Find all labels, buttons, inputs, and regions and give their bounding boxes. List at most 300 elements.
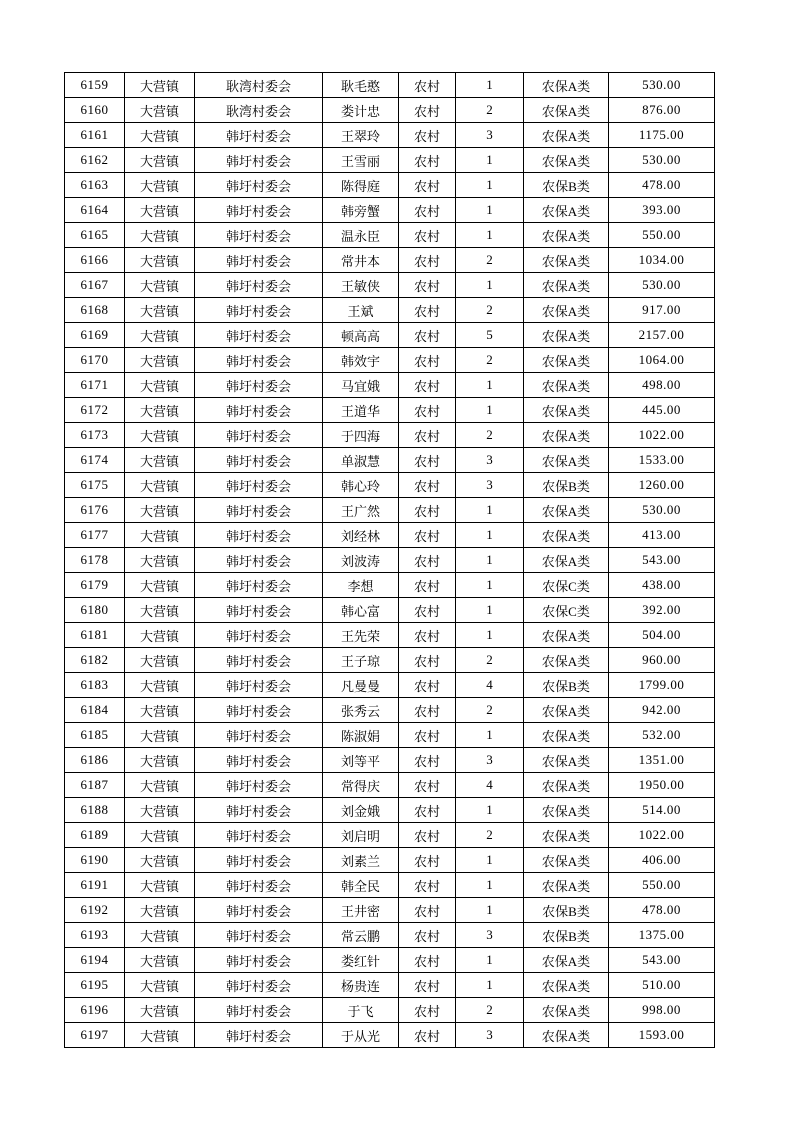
- table-row: [65, 923, 715, 948]
- cell-village: 韩圩村委会: [195, 323, 323, 348]
- cell-count: 1: [456, 498, 524, 523]
- cell-id: 6161: [65, 123, 125, 148]
- cell-village: 韩圩村委会: [195, 173, 323, 198]
- cell-amount: 1064.00: [609, 348, 715, 373]
- cell-village: 韩圩村委会: [195, 223, 323, 248]
- table-row: [65, 448, 715, 473]
- cell-id: 6192: [65, 898, 125, 923]
- cell-name: 王井密: [323, 898, 399, 923]
- cell-name: 陈得庭: [323, 173, 399, 198]
- table-row: [65, 973, 715, 998]
- cell-id: 6195: [65, 973, 125, 998]
- cell-village: 韩圩村委会: [195, 673, 323, 698]
- cell-town: 大营镇: [125, 1023, 195, 1048]
- cell-amount: 1022.00: [609, 423, 715, 448]
- cell-village: 韩圩村委会: [195, 198, 323, 223]
- cell-village: 韩圩村委会: [195, 148, 323, 173]
- cell-category: 农保B类: [524, 673, 609, 698]
- cell-amount: 1950.00: [609, 773, 715, 798]
- table-row: [65, 348, 715, 373]
- cell-amount: 1260.00: [609, 473, 715, 498]
- cell-type: 农村: [399, 648, 456, 673]
- cell-category: 农保A类: [524, 723, 609, 748]
- cell-village: 韩圩村委会: [195, 298, 323, 323]
- cell-name: 杨贵连: [323, 973, 399, 998]
- cell-id: 6180: [65, 598, 125, 623]
- cell-category: 农保A类: [524, 223, 609, 248]
- cell-category: 农保A类: [524, 448, 609, 473]
- table-row: [65, 898, 715, 923]
- cell-town: 大营镇: [125, 398, 195, 423]
- table-row: [65, 73, 715, 98]
- cell-count: 1: [456, 623, 524, 648]
- cell-id: 6191: [65, 873, 125, 898]
- cell-id: 6177: [65, 523, 125, 548]
- cell-town: 大营镇: [125, 198, 195, 223]
- table-row: [65, 723, 715, 748]
- cell-town: 大营镇: [125, 723, 195, 748]
- cell-type: 农村: [399, 673, 456, 698]
- cell-type: 农村: [399, 173, 456, 198]
- cell-town: 大营镇: [125, 873, 195, 898]
- cell-type: 农村: [399, 623, 456, 648]
- table-row: [65, 998, 715, 1023]
- cell-town: 大营镇: [125, 773, 195, 798]
- cell-id: 6160: [65, 98, 125, 123]
- cell-category: 农保A类: [524, 423, 609, 448]
- table-row: [65, 173, 715, 198]
- cell-town: 大营镇: [125, 323, 195, 348]
- cell-id: 6168: [65, 298, 125, 323]
- cell-name: 王斌: [323, 298, 399, 323]
- cell-village: 韩圩村委会: [195, 548, 323, 573]
- cell-count: 5: [456, 323, 524, 348]
- table-row: [65, 473, 715, 498]
- cell-name: 耿毛憨: [323, 73, 399, 98]
- table-row: [65, 323, 715, 348]
- cell-village: 韩圩村委会: [195, 123, 323, 148]
- cell-id: 6162: [65, 148, 125, 173]
- cell-name: 常井本: [323, 248, 399, 273]
- benefits-table-body: [65, 73, 715, 1048]
- cell-village: 韩圩村委会: [195, 598, 323, 623]
- cell-amount: 1593.00: [609, 1023, 715, 1048]
- cell-name: 马宜娥: [323, 373, 399, 398]
- cell-category: 农保A类: [524, 398, 609, 423]
- cell-name: 王敏侠: [323, 273, 399, 298]
- table-row: [65, 748, 715, 773]
- cell-name: 李想: [323, 573, 399, 598]
- cell-name: 常得庆: [323, 773, 399, 798]
- table-row: [65, 698, 715, 723]
- cell-type: 农村: [399, 423, 456, 448]
- table-row: [65, 273, 715, 298]
- cell-id: 6190: [65, 848, 125, 873]
- cell-town: 大营镇: [125, 998, 195, 1023]
- table-row: [65, 248, 715, 273]
- cell-village: 韩圩村委会: [195, 948, 323, 973]
- cell-count: 1: [456, 198, 524, 223]
- cell-town: 大营镇: [125, 498, 195, 523]
- table-row: [65, 798, 715, 823]
- cell-amount: 514.00: [609, 798, 715, 823]
- cell-count: 1: [456, 523, 524, 548]
- cell-type: 农村: [399, 898, 456, 923]
- cell-id: 6189: [65, 823, 125, 848]
- cell-amount: 876.00: [609, 98, 715, 123]
- cell-name: 刘经林: [323, 523, 399, 548]
- cell-amount: 498.00: [609, 373, 715, 398]
- cell-amount: 530.00: [609, 273, 715, 298]
- cell-type: 农村: [399, 98, 456, 123]
- cell-category: 农保A类: [524, 348, 609, 373]
- cell-name: 刘金娥: [323, 798, 399, 823]
- cell-category: 农保C类: [524, 598, 609, 623]
- table-row: [65, 573, 715, 598]
- cell-id: 6176: [65, 498, 125, 523]
- cell-count: 1: [456, 873, 524, 898]
- cell-id: 6172: [65, 398, 125, 423]
- cell-amount: 1034.00: [609, 248, 715, 273]
- cell-id: 6187: [65, 773, 125, 798]
- table-row: [65, 948, 715, 973]
- cell-village: 韩圩村委会: [195, 498, 323, 523]
- cell-village: 耿湾村委会: [195, 73, 323, 98]
- table-row: [65, 823, 715, 848]
- cell-category: 农保A类: [524, 373, 609, 398]
- cell-count: 2: [456, 823, 524, 848]
- cell-count: 1: [456, 973, 524, 998]
- table-row: [65, 223, 715, 248]
- cell-category: 农保A类: [524, 698, 609, 723]
- cell-town: 大营镇: [125, 448, 195, 473]
- cell-village: 韩圩村委会: [195, 798, 323, 823]
- cell-type: 农村: [399, 198, 456, 223]
- cell-type: 农村: [399, 498, 456, 523]
- cell-type: 农村: [399, 398, 456, 423]
- cell-count: 2: [456, 998, 524, 1023]
- cell-id: 6184: [65, 698, 125, 723]
- cell-amount: 942.00: [609, 698, 715, 723]
- cell-name: 凡曼曼: [323, 673, 399, 698]
- cell-name: 王雪丽: [323, 148, 399, 173]
- cell-type: 农村: [399, 448, 456, 473]
- cell-count: 1: [456, 598, 524, 623]
- cell-name: 王广然: [323, 498, 399, 523]
- cell-village: 韩圩村委会: [195, 748, 323, 773]
- cell-type: 农村: [399, 798, 456, 823]
- cell-count: 1: [456, 798, 524, 823]
- table-row: [65, 673, 715, 698]
- cell-id: 6186: [65, 748, 125, 773]
- cell-village: 韩圩村委会: [195, 723, 323, 748]
- cell-category: 农保A类: [524, 773, 609, 798]
- table-row: [65, 773, 715, 798]
- cell-count: 2: [456, 648, 524, 673]
- cell-town: 大营镇: [125, 648, 195, 673]
- cell-town: 大营镇: [125, 123, 195, 148]
- cell-village: 韩圩村委会: [195, 773, 323, 798]
- cell-name: 张秀云: [323, 698, 399, 723]
- cell-town: 大营镇: [125, 298, 195, 323]
- cell-type: 农村: [399, 598, 456, 623]
- cell-count: 1: [456, 723, 524, 748]
- cell-id: 6182: [65, 648, 125, 673]
- table-row: [65, 373, 715, 398]
- cell-amount: 2157.00: [609, 323, 715, 348]
- cell-count: 2: [456, 423, 524, 448]
- cell-type: 农村: [399, 323, 456, 348]
- cell-amount: 1799.00: [609, 673, 715, 698]
- cell-name: 刘波涛: [323, 548, 399, 573]
- cell-village: 韩圩村委会: [195, 373, 323, 398]
- cell-category: 农保B类: [524, 923, 609, 948]
- cell-count: 1: [456, 223, 524, 248]
- cell-name: 韩心富: [323, 598, 399, 623]
- cell-amount: 917.00: [609, 298, 715, 323]
- cell-id: 6196: [65, 998, 125, 1023]
- cell-type: 农村: [399, 523, 456, 548]
- cell-id: 6171: [65, 373, 125, 398]
- cell-amount: 1375.00: [609, 923, 715, 948]
- cell-amount: 445.00: [609, 398, 715, 423]
- cell-amount: 543.00: [609, 948, 715, 973]
- table-row: [65, 523, 715, 548]
- table-row: [65, 398, 715, 423]
- cell-id: 6169: [65, 323, 125, 348]
- table-row: [65, 873, 715, 898]
- cell-town: 大营镇: [125, 548, 195, 573]
- cell-name: 韩全民: [323, 873, 399, 898]
- cell-village: 韩圩村委会: [195, 898, 323, 923]
- cell-count: 3: [456, 123, 524, 148]
- cell-type: 农村: [399, 373, 456, 398]
- cell-village: 韩圩村委会: [195, 573, 323, 598]
- cell-village: 韩圩村委会: [195, 273, 323, 298]
- cell-count: 2: [456, 298, 524, 323]
- cell-amount: 478.00: [609, 898, 715, 923]
- cell-name: 陈淑娟: [323, 723, 399, 748]
- cell-name: 刘素兰: [323, 848, 399, 873]
- cell-name: 韩旁蟹: [323, 198, 399, 223]
- cell-village: 韩圩村委会: [195, 973, 323, 998]
- cell-type: 农村: [399, 848, 456, 873]
- cell-type: 农村: [399, 298, 456, 323]
- cell-amount: 998.00: [609, 998, 715, 1023]
- cell-id: 6164: [65, 198, 125, 223]
- table-row: [65, 498, 715, 523]
- cell-name: 温永臣: [323, 223, 399, 248]
- table-row: [65, 648, 715, 673]
- cell-id: 6163: [65, 173, 125, 198]
- cell-village: 韩圩村委会: [195, 398, 323, 423]
- cell-type: 农村: [399, 73, 456, 98]
- cell-town: 大营镇: [125, 373, 195, 398]
- cell-count: 2: [456, 98, 524, 123]
- cell-type: 农村: [399, 548, 456, 573]
- cell-id: 6174: [65, 448, 125, 473]
- cell-type: 农村: [399, 948, 456, 973]
- cell-type: 农村: [399, 698, 456, 723]
- cell-category: 农保A类: [524, 98, 609, 123]
- cell-name: 刘启明: [323, 823, 399, 848]
- cell-id: 6181: [65, 623, 125, 648]
- table-row: [65, 98, 715, 123]
- cell-village: 韩圩村委会: [195, 823, 323, 848]
- cell-type: 农村: [399, 1023, 456, 1048]
- benefits-table: [64, 72, 715, 1048]
- cell-count: 4: [456, 773, 524, 798]
- cell-amount: 413.00: [609, 523, 715, 548]
- cell-category: 农保A类: [524, 498, 609, 523]
- cell-type: 农村: [399, 973, 456, 998]
- cell-town: 大营镇: [125, 423, 195, 448]
- cell-amount: 530.00: [609, 498, 715, 523]
- cell-type: 农村: [399, 148, 456, 173]
- cell-name: 韩心玲: [323, 473, 399, 498]
- cell-village: 韩圩村委会: [195, 248, 323, 273]
- cell-id: 6197: [65, 1023, 125, 1048]
- table-row: [65, 148, 715, 173]
- table-row: [65, 123, 715, 148]
- cell-name: 顿高高: [323, 323, 399, 348]
- cell-village: 韩圩村委会: [195, 1023, 323, 1048]
- cell-category: 农保A类: [524, 648, 609, 673]
- cell-amount: 1351.00: [609, 748, 715, 773]
- cell-village: 韩圩村委会: [195, 648, 323, 673]
- cell-village: 韩圩村委会: [195, 873, 323, 898]
- cell-count: 2: [456, 698, 524, 723]
- cell-category: 农保A类: [524, 748, 609, 773]
- cell-category: 农保A类: [524, 73, 609, 98]
- cell-town: 大营镇: [125, 98, 195, 123]
- cell-category: 农保B类: [524, 473, 609, 498]
- cell-amount: 960.00: [609, 648, 715, 673]
- cell-count: 3: [456, 748, 524, 773]
- table-row: [65, 198, 715, 223]
- cell-amount: 530.00: [609, 73, 715, 98]
- cell-id: 6167: [65, 273, 125, 298]
- cell-category: 农保A类: [524, 998, 609, 1023]
- cell-town: 大营镇: [125, 848, 195, 873]
- cell-town: 大营镇: [125, 348, 195, 373]
- cell-category: 农保A类: [524, 548, 609, 573]
- cell-count: 1: [456, 373, 524, 398]
- cell-category: 农保A类: [524, 823, 609, 848]
- cell-name: 娄计忠: [323, 98, 399, 123]
- cell-count: 1: [456, 848, 524, 873]
- cell-count: 3: [456, 923, 524, 948]
- cell-count: 3: [456, 473, 524, 498]
- cell-amount: 543.00: [609, 548, 715, 573]
- cell-category: 农保B类: [524, 173, 609, 198]
- cell-type: 农村: [399, 773, 456, 798]
- cell-category: 农保B类: [524, 898, 609, 923]
- cell-category: 农保A类: [524, 973, 609, 998]
- cell-town: 大营镇: [125, 473, 195, 498]
- cell-town: 大营镇: [125, 273, 195, 298]
- cell-name: 于飞: [323, 998, 399, 1023]
- table-row: [65, 423, 715, 448]
- cell-name: 韩效宇: [323, 348, 399, 373]
- cell-amount: 1533.00: [609, 448, 715, 473]
- cell-amount: 504.00: [609, 623, 715, 648]
- cell-town: 大营镇: [125, 573, 195, 598]
- cell-town: 大营镇: [125, 523, 195, 548]
- cell-count: 1: [456, 73, 524, 98]
- cell-type: 农村: [399, 123, 456, 148]
- cell-name: 王子琼: [323, 648, 399, 673]
- cell-category: 农保A类: [524, 798, 609, 823]
- cell-category: 农保A类: [524, 323, 609, 348]
- cell-village: 韩圩村委会: [195, 348, 323, 373]
- cell-id: 6159: [65, 73, 125, 98]
- cell-category: 农保C类: [524, 573, 609, 598]
- cell-village: 韩圩村委会: [195, 523, 323, 548]
- cell-category: 农保A类: [524, 198, 609, 223]
- cell-id: 6173: [65, 423, 125, 448]
- cell-amount: 1175.00: [609, 123, 715, 148]
- cell-count: 2: [456, 348, 524, 373]
- cell-amount: 393.00: [609, 198, 715, 223]
- cell-type: 农村: [399, 723, 456, 748]
- cell-town: 大营镇: [125, 673, 195, 698]
- cell-name: 王先荣: [323, 623, 399, 648]
- cell-count: 3: [456, 1023, 524, 1048]
- table-row: [65, 548, 715, 573]
- cell-amount: 1022.00: [609, 823, 715, 848]
- cell-amount: 550.00: [609, 223, 715, 248]
- cell-count: 1: [456, 573, 524, 598]
- cell-type: 农村: [399, 873, 456, 898]
- cell-category: 农保A类: [524, 123, 609, 148]
- cell-category: 农保A类: [524, 873, 609, 898]
- cell-town: 大营镇: [125, 798, 195, 823]
- cell-town: 大营镇: [125, 223, 195, 248]
- cell-category: 农保A类: [524, 523, 609, 548]
- cell-town: 大营镇: [125, 148, 195, 173]
- cell-amount: 510.00: [609, 973, 715, 998]
- cell-name: 于四海: [323, 423, 399, 448]
- cell-name: 刘等平: [323, 748, 399, 773]
- cell-count: 1: [456, 948, 524, 973]
- cell-village: 韩圩村委会: [195, 473, 323, 498]
- table-row: [65, 598, 715, 623]
- cell-id: 6193: [65, 923, 125, 948]
- cell-town: 大营镇: [125, 823, 195, 848]
- cell-category: 农保A类: [524, 273, 609, 298]
- cell-type: 农村: [399, 273, 456, 298]
- cell-amount: 406.00: [609, 848, 715, 873]
- cell-id: 6183: [65, 673, 125, 698]
- cell-type: 农村: [399, 223, 456, 248]
- cell-count: 2: [456, 248, 524, 273]
- cell-town: 大营镇: [125, 948, 195, 973]
- cell-amount: 438.00: [609, 573, 715, 598]
- cell-village: 韩圩村委会: [195, 423, 323, 448]
- cell-village: 韩圩村委会: [195, 448, 323, 473]
- cell-id: 6178: [65, 548, 125, 573]
- cell-category: 农保A类: [524, 298, 609, 323]
- cell-category: 农保A类: [524, 148, 609, 173]
- cell-id: 6165: [65, 223, 125, 248]
- cell-category: 农保A类: [524, 1023, 609, 1048]
- cell-name: 常云鹏: [323, 923, 399, 948]
- cell-count: 1: [456, 898, 524, 923]
- cell-type: 农村: [399, 748, 456, 773]
- cell-town: 大营镇: [125, 973, 195, 998]
- cell-amount: 392.00: [609, 598, 715, 623]
